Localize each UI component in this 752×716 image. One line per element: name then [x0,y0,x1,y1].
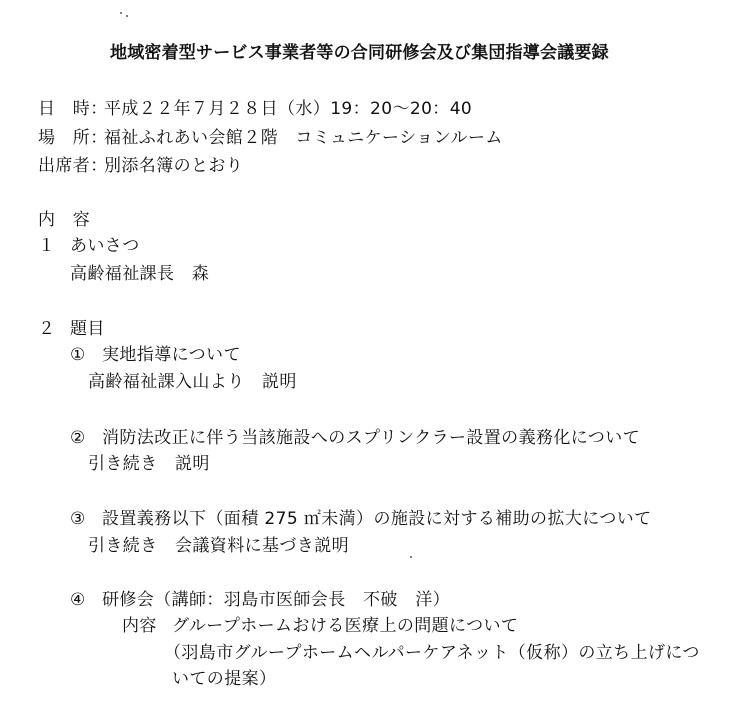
contents-heading: 内 容 [38,210,91,230]
item1-detail: 高齢福祉課入山より 説明 [88,372,297,392]
item3-detail: 引き続き 会議資料に基づき説明 [88,536,349,556]
date-value: 平成２２年７月２８日（水）19：20～20：40 [104,99,473,119]
item4-title: 研修会（講師：羽島市医師会長 不破 洋） [102,590,450,610]
item2-detail: 引き続き 説明 [88,454,210,474]
section2-number: ２ [38,319,56,339]
item3-marker: ③ [70,509,86,529]
section1-number: １ [38,236,56,256]
item4-content-line1: グループホームおける医療上の問題について [172,616,519,636]
item4-marker: ④ [70,590,86,610]
place-value: 福祉ふれあい会館２階 コミュニケーションルーム [104,128,503,148]
scan-speck [410,556,412,558]
scan-speck [126,15,128,17]
item4-content-label: 内容 [122,616,157,636]
item2-marker: ② [70,428,86,448]
scan-speck [120,12,122,14]
place-label: 場 所： [38,128,108,148]
date-label: 日 時： [38,99,108,119]
item1-title: 実地指導について [102,345,241,365]
item4-content-line2: （羽島市グループホームヘルパーケアネット（仮称）の立ち上げにつ [164,643,700,663]
section1-detail: 高齢福祉課長 森 [70,264,210,284]
section2-title: 題目 [70,319,105,339]
item3-title: 設置義務以下（面積 275 ㎡未満）の施設に対する補助の拡大について [102,509,652,529]
attendees-value: 別添名簿のとおり [104,156,244,176]
section1-title: あいさつ [70,236,140,256]
item4-content-line3: いての提案） [172,669,277,689]
item2-title: 消防法改正に伴う当該施設へのスプリンクラー設置の義務化について [102,428,641,448]
item1-marker: ① [70,345,86,365]
document-title: 地域密着型サービス事業者等の合同研修会及び集団指導会議要録 [110,43,609,63]
attendees-label: 出席者： [38,156,108,176]
